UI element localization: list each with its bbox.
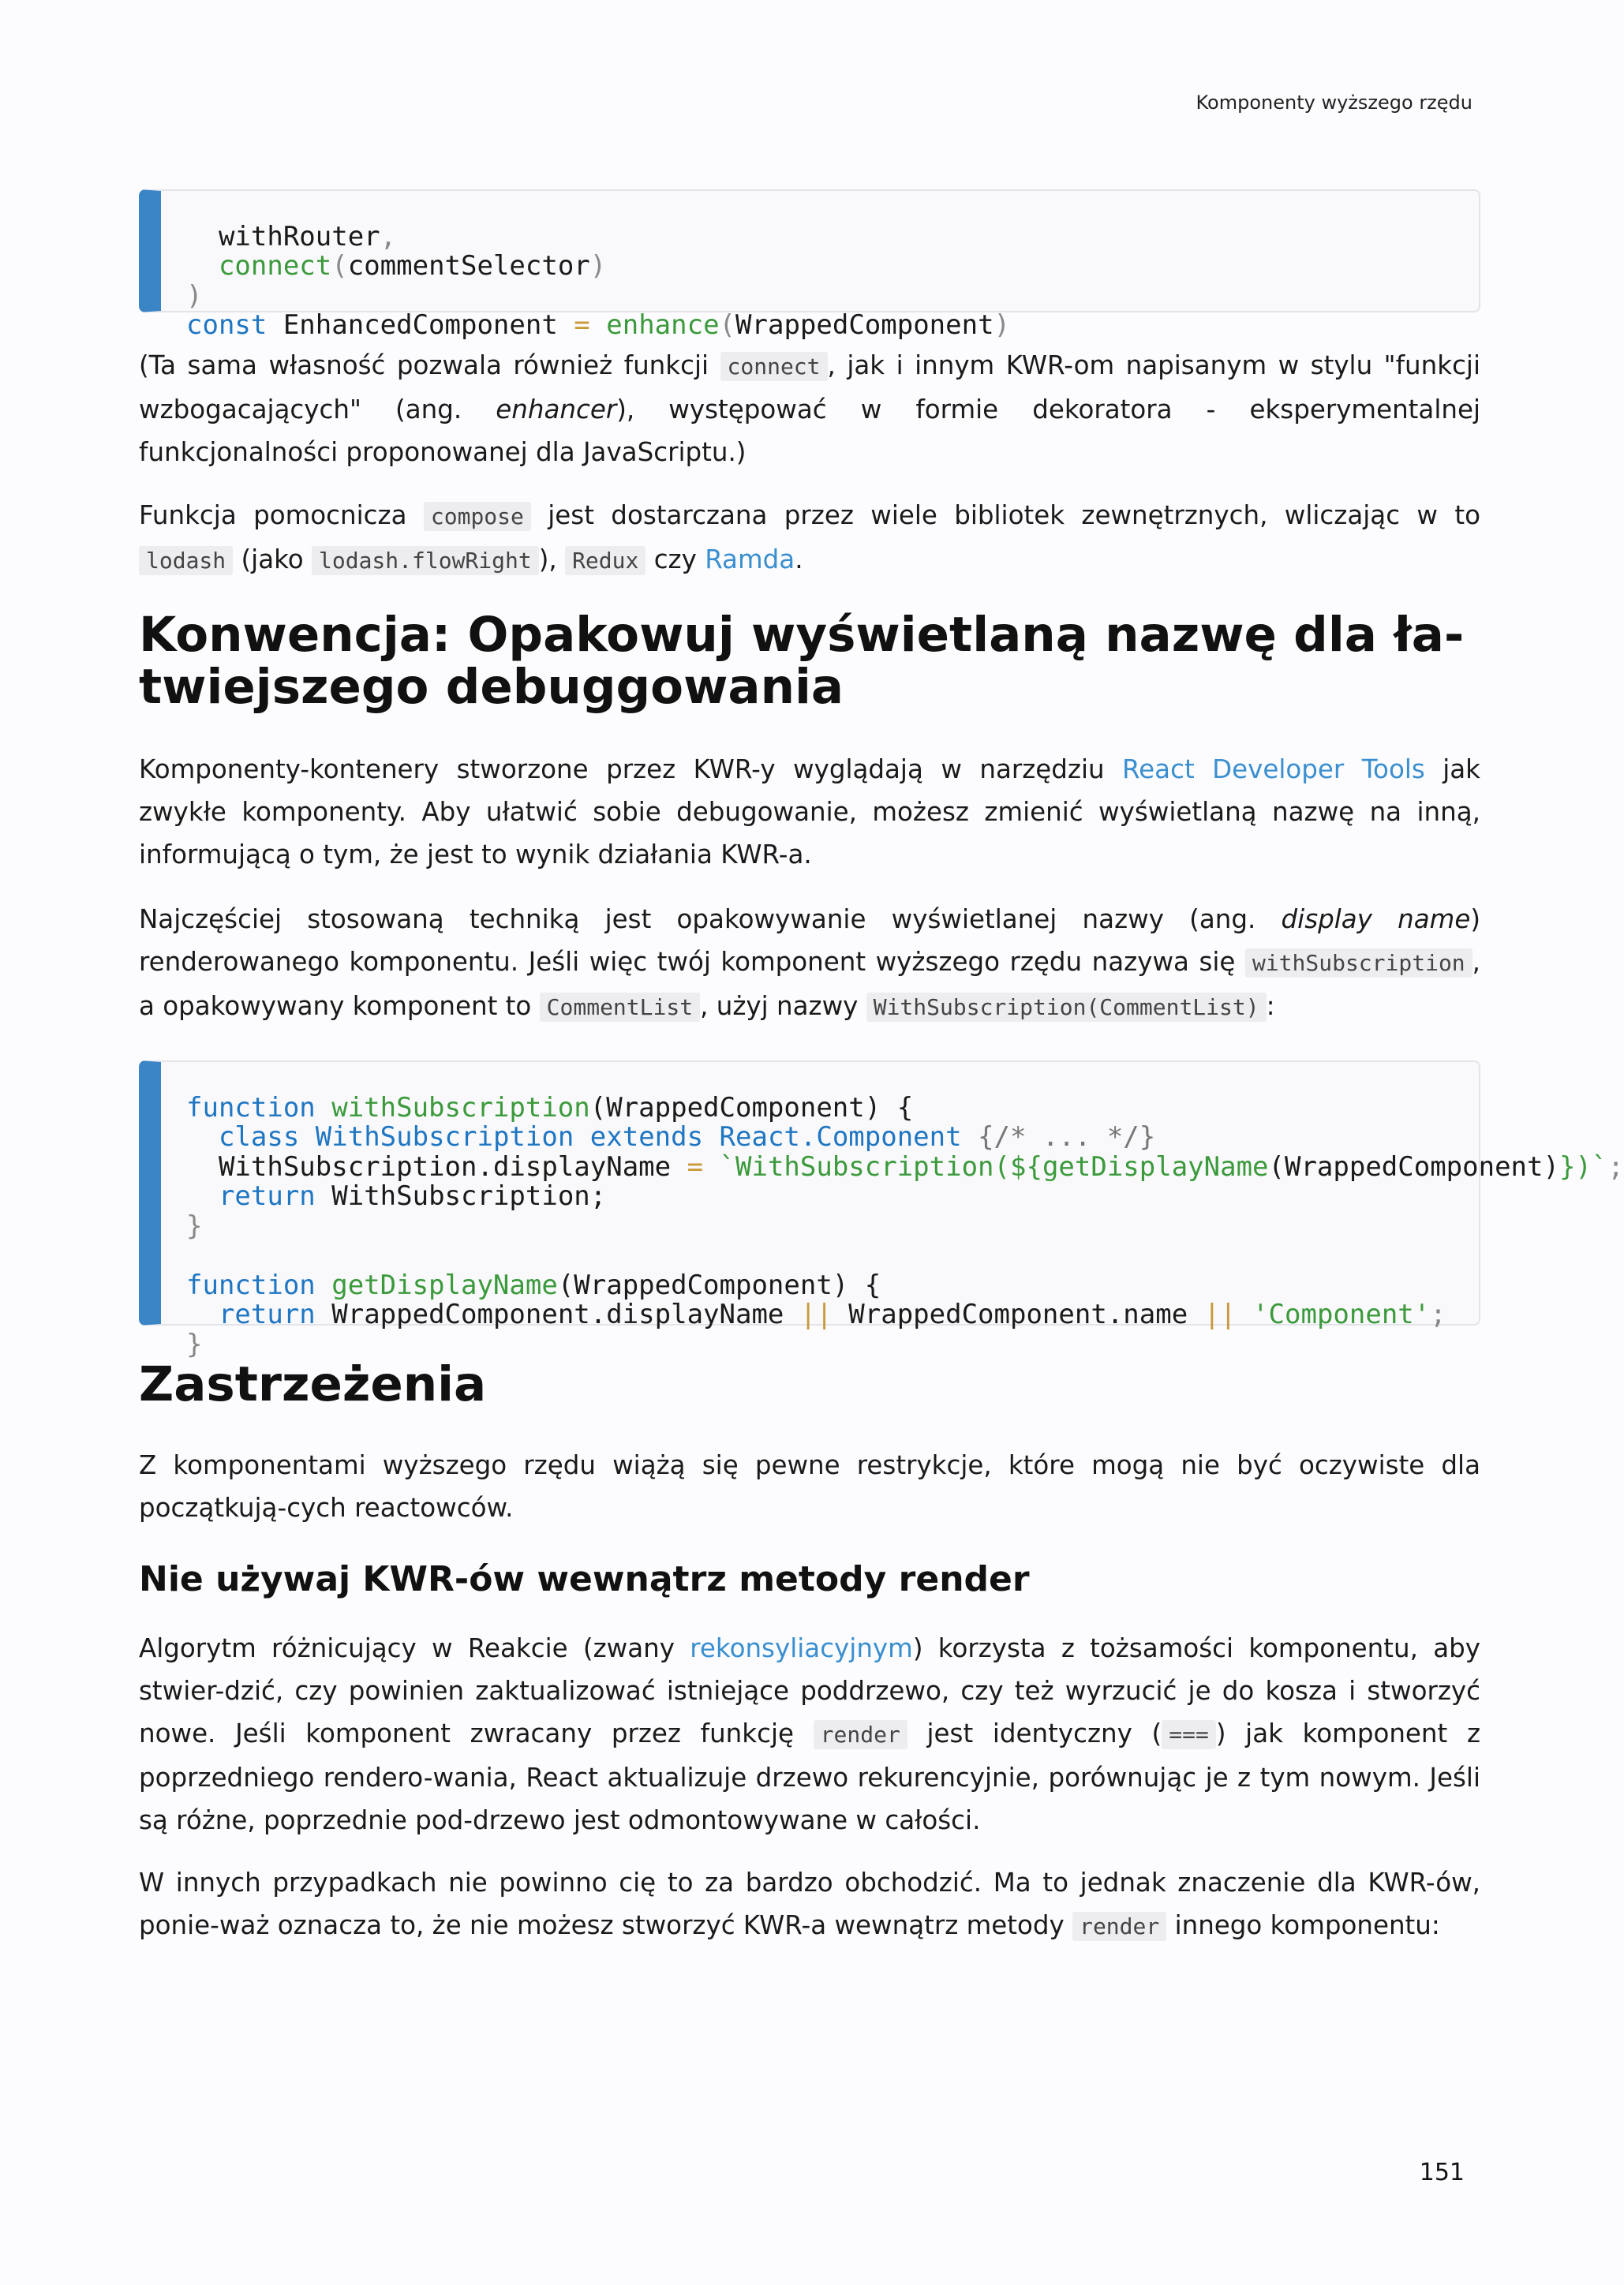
text-run: {/* ... */} (961, 1121, 1156, 1153)
paragraph-devtools (139, 748, 1480, 876)
link-ramda[interactable]: Ramda (705, 544, 795, 574)
text-run: || (1203, 1299, 1237, 1330)
text-run: (Ta sama własność pozwala również funkcji (139, 350, 720, 380)
code-token: withRouter (218, 220, 380, 252)
text-run: ) renderowanego komponentu. Jeśli więc twój komponent wyższego rzędu nazywa się (139, 904, 1481, 977)
inline-code: === (1162, 1720, 1216, 1749)
code-line (186, 1241, 1479, 1271)
code-block-with-subscription (139, 1060, 1624, 1360)
inline-code: lodash (139, 546, 233, 575)
text-run: WithSubscription (299, 1121, 590, 1153)
text-run: WithSubscription (218, 1150, 477, 1183)
text-run: })` (1559, 1150, 1608, 1183)
text-run: ), występować w formie dekoratora - eksperymentalnej funkcjonalności proponowanej dla JavaScriptu.) (139, 395, 1480, 467)
text-run: || (799, 1299, 833, 1330)
inline-code: lodash.flowRight (312, 546, 539, 575)
text-run: ; (1607, 1150, 1624, 1183)
code-line (186, 279, 1479, 312)
text-run: Konwencja: Opakowuj wyświetlaną nazwę dla ła- (139, 607, 1465, 663)
code-line (186, 1300, 1479, 1330)
text-run: extends (589, 1121, 704, 1153)
inline-code: connect (720, 352, 828, 381)
code-token: ) (993, 309, 1011, 341)
text-run: getDisplayName (315, 1269, 558, 1301)
text-run: React.Component (703, 1121, 962, 1153)
paragraph-display-name (139, 898, 1480, 1029)
text-run: } (186, 1328, 203, 1360)
emphasis-text: display name (1281, 904, 1471, 934)
text-run: class (218, 1121, 300, 1153)
code-token: WrappedComponent (735, 309, 994, 341)
text-run: Funkcja pomocnicza (139, 500, 424, 530)
text-run: , użyj nazwy (700, 991, 866, 1021)
paragraph-render-warning (139, 1861, 1480, 1948)
code-token: ( (719, 309, 736, 341)
text-run: ; (1430, 1299, 1446, 1330)
text-run: (WrappedComponent) { (557, 1269, 881, 1301)
text-run: Algorytm różnicujący w Reakcie (zwany (139, 1633, 690, 1663)
text-run: (WrappedComponent) (1268, 1150, 1559, 1183)
code-line (186, 1212, 1479, 1242)
code-token: EnhancedComponent (267, 309, 574, 341)
text-run: } (186, 1210, 203, 1242)
text-run: `WithSubscription(${ (703, 1150, 1042, 1183)
paragraph-compose-helper (139, 494, 1480, 582)
text-run: WrappedComponent.displayName (315, 1299, 800, 1330)
text-run: ) korzysta z tożsamości komponentu, aby stwier-dzić, czy powinien zaktualizować istniejące poddrzewo, czy też wyrzucić je do kosza i stworzyć nowe. Jeśli komponent zwracany przez funkcję (139, 1633, 1480, 1748)
text-run: .displayName (477, 1150, 687, 1183)
code-line (186, 311, 1479, 341)
inline-code: render (814, 1720, 907, 1749)
text-run: jest dostarczana przez wiele bibliotek zewnętrznych, wliczając w to (530, 500, 1481, 530)
text-run: function (186, 1091, 316, 1124)
text-run: = (687, 1150, 704, 1183)
code-token: ) (186, 279, 203, 312)
code-line (186, 1330, 1479, 1360)
link-reconciliation[interactable]: rekonsyliacyjnym (690, 1633, 913, 1663)
running-head: Komponenty wyższego rzędu (1196, 92, 1472, 114)
code-line (186, 220, 1479, 252)
code-token: connect (218, 250, 332, 282)
code-line (186, 252, 1479, 282)
text-run: Komponenty-kontenery stworzone przez KWR-y wyglądają w narzędziu (139, 754, 1123, 784)
code-token: = (574, 309, 590, 341)
text-run: , jak i innym KWR-om napisanym w stylu "funkcji wzbogacających" (ang. (139, 350, 1480, 424)
text-run: jest identyczny ( (907, 1718, 1162, 1748)
text-run: (WrappedComponent) { (589, 1091, 914, 1124)
code-token: const (186, 309, 268, 341)
text-run: getDisplayName (1042, 1150, 1269, 1183)
code-token: enhance (589, 309, 720, 341)
text-run: ), (538, 544, 566, 574)
heading-no-hoc-in-render: Nie używaj KWR-ów wewnątrz metody render (139, 1559, 1030, 1599)
code-token: ( (331, 250, 348, 282)
text-run: twiejszego debuggowania (139, 659, 844, 715)
code-token: ) (589, 250, 607, 282)
inline-code: CommentList (540, 993, 700, 1022)
text-run: function (186, 1269, 316, 1301)
inline-code: WithSubscription(CommentList) (866, 993, 1267, 1022)
text-run: , a opakowywany komponent to (139, 947, 1480, 1021)
code-token: , (380, 220, 397, 252)
heading-display-name-convention (139, 609, 1480, 713)
page-number: 151 (1419, 2159, 1465, 2186)
paragraph-reconciliation (139, 1627, 1480, 1842)
emphasis-text: enhancer (496, 395, 617, 424)
code-line (186, 1091, 1479, 1124)
text-run: Najczęściej stosowaną techniką jest opakowywanie wyświetlanej nazwy (ang. (139, 904, 1282, 934)
text-run: ) jak komponent z poprzedniego rendero-wania, React aktualizuje drzewo rekurencyjnie, porównując je z tym nowym. Jeśli są różne, poprzednie pod-drzewo jest odmontowywane w całości. (139, 1718, 1480, 1835)
text-run: return (218, 1299, 316, 1330)
code-block-enhance (139, 189, 1480, 341)
text-run: W innych przypadkach nie powinno cię to za bardzo obchodzić. Ma to jednak znaczenie dla KWR-ów, ponie-waż oznacza to, że nie możesz stworzyć KWR-a wewnątrz metody (139, 1868, 1480, 1940)
code-token: commentSelector (347, 250, 590, 282)
text-run: czy (645, 544, 705, 574)
inline-code: Redux (565, 546, 645, 575)
text-run: WrappedComponent.name (832, 1299, 1204, 1330)
code-line (186, 1150, 1624, 1183)
text-run: return (218, 1180, 316, 1212)
text-run: jak zwykłe komponenty. Aby ułatwić sobie debugowanie, możesz zmienić wyświetlaną nazwę na inną, informującą o tym, że jest to wynik działania KWR-a. (139, 754, 1481, 869)
inline-code: render (1072, 1912, 1166, 1941)
code-line (186, 1123, 1479, 1153)
link-react-devtools[interactable]: React Developer Tools (1122, 754, 1425, 784)
code-line (186, 1182, 1479, 1212)
text-run: innego komponentu: (1166, 1910, 1440, 1940)
paragraph-caveats-intro: Z komponentami wyższego rzędu wiążą się pewne restrykcje, które mogą nie być oczywiste dla początkują-cych reactowców. (139, 1450, 1480, 1523)
text-run: 'Component' (1236, 1299, 1431, 1330)
text-run: withSubscription (315, 1091, 590, 1124)
inline-code: withSubscription (1245, 948, 1472, 978)
text-run: : (1266, 991, 1275, 1021)
inline-code: compose (424, 502, 531, 531)
heading-caveats: Zastrzeżenia (139, 1356, 487, 1412)
text-run: (jako (233, 544, 312, 574)
text-run: . (795, 544, 803, 574)
code-line (186, 1271, 1479, 1301)
text-run: WithSubscription; (315, 1180, 607, 1212)
paragraph-decorator-note (139, 344, 1480, 473)
